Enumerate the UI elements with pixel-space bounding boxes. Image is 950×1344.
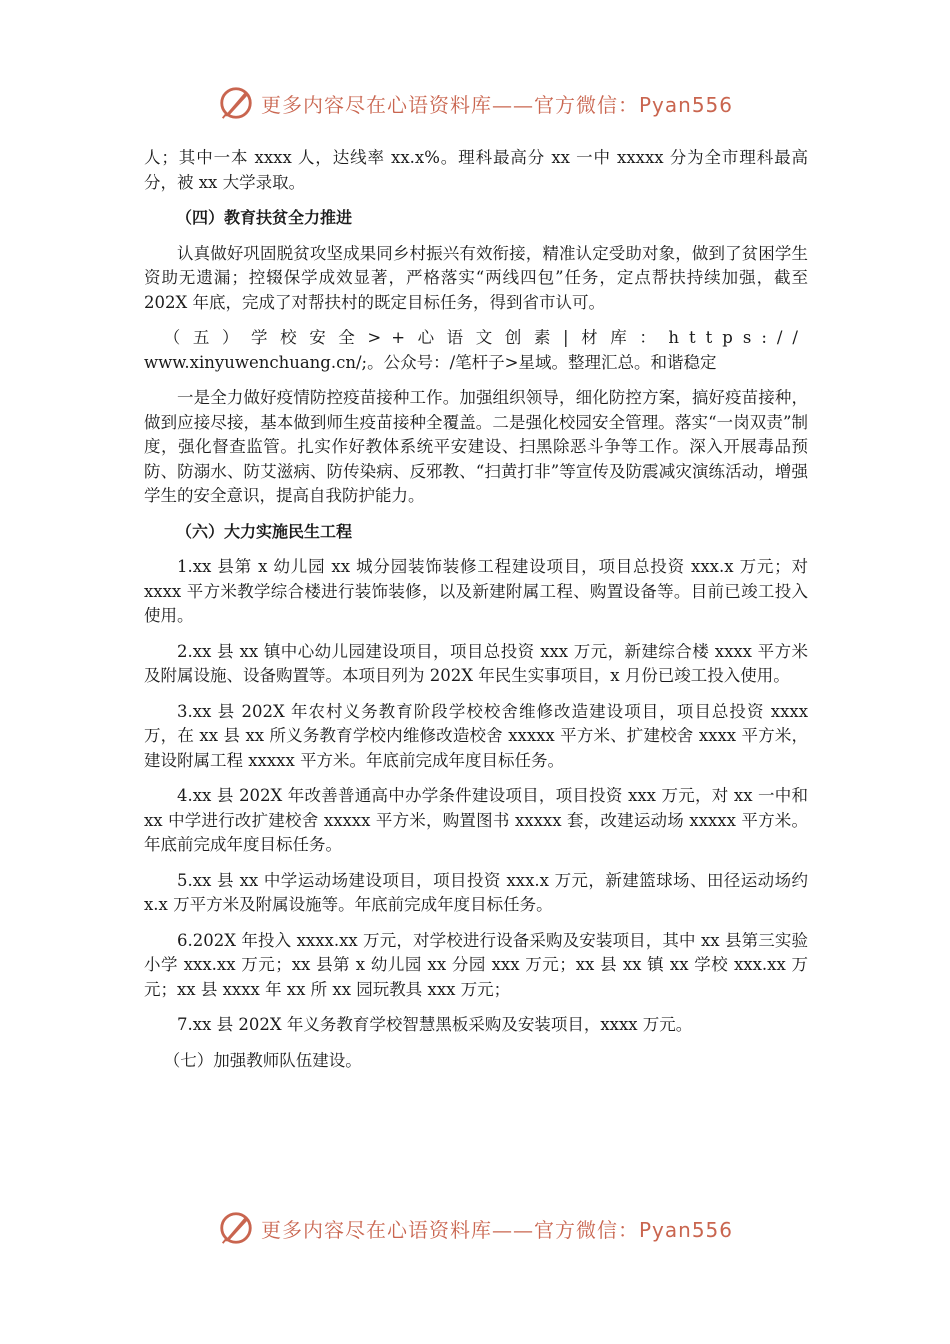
list-item: 1.xx 县第 x 幼儿园 xx 城分园装饰装修工程建设项目，项目总投资 xxx.x 万元；对 xxxx 平方米教学综合楼进行装饰装修，以及新建附属工程、购置设备等。目前已竣工投入使用。 xyxy=(144,557,808,625)
list-item: 6.202X 年投入 xxxx.xx 万元，对学校进行设备采购及安装项目，其中 xx 县第三实验小学 xxx.xx 万元；xx 县第 x 幼儿园 xx 分园 xxx 万元；xx 县 xx 镇 xx 学校 xxx.xx 万元；xx 县 xxxx 年 xx 所 xx 园玩教具 xxx 万元； xyxy=(144,930,808,999)
header-banner xyxy=(0,84,950,122)
list-item: 4.xx 县 202X 年改善普通高中办学条件建设项目，项目投资 xxx 万元，对 xx 一中和 xx 中学进行改扩建校舍 xxxxx 平方米，购置图书 xxxxx 套，改建运动场 xxxxx 平方米。年底前完成年度目标任务。 xyxy=(144,786,808,854)
section-heading-5: （五）学校安全>+心语文创素|材库：https:// xyxy=(163,328,808,347)
section-heading-7: （七）加强教师队伍建设。 xyxy=(163,1050,362,1070)
list-item: 7.xx 县 202X 年义务教育学校智慧黑板采购及安装项目，xxxx 万元。 xyxy=(177,1015,693,1034)
banner-text: 更多内容尽在心语资料库——官方微信：Pyan556 xyxy=(260,92,733,117)
section-heading-5-cont: www.xinyuwenchuang.cn/;。公众号：/笔杆子>星域。整理汇总。和谐稳定 xyxy=(144,352,717,372)
section-heading-4: （四）教育扶贫全力推进 xyxy=(176,208,353,227)
list-item: 3.xx 县 202X 年农村义务教育阶段学校校舍维修改造建设项目，项目总投资 xxxx 万，在 xx 县 xx 所义务教育学校内维修改造校舍 xxxxx 平方米、扩建校舍 xxxx 平方米，建设附属工程 xxxxx 平方米。年底前完成年度目标任务。 xyxy=(144,701,808,770)
footer-banner xyxy=(0,1209,950,1247)
document-body xyxy=(144,146,808,1073)
banner-text: 更多内容尽在心语资料库——官方微信：Pyan556 xyxy=(260,1217,733,1242)
paragraph: 认真做好巩固脱贫攻坚成果同乡村振兴有效衔接，精准认定受助对象，做到了贫困学生资助无遗漏；控辍保学成效显著，严格落实“两线四包”任务，定点帮扶持续加强，截至 202X 年底，完成了对帮扶村的既定目标任务，得到省市认可。 xyxy=(144,243,808,312)
section-heading-6: （六）大力实施民生工程 xyxy=(176,521,353,541)
list-item: 5.xx 县 xx 中学运动场建设项目，项目投资 xxx.x 万元，新建篮球场、田径运动场约 x.x 万平方米及附属设施等。年底前完成年度目标任务。 xyxy=(144,870,808,914)
list-item: 2.xx 县 xx 镇中心幼儿园建设项目，项目总投资 xxx 万元，新建综合楼 xxxx 平方米及附属设施、设备购置等。本项目列为 202X 年民生实事项目，x 月份已竣工投入使用。 xyxy=(144,641,808,685)
paragraph: 人；其中一本 xxxx 人，达线率 xx.x%。理科最高分 xx 一中 xxxxx 分为全市理科最高分，被 xx 大学录取。 xyxy=(144,148,808,192)
quill-logo-icon xyxy=(217,1209,255,1247)
quill-logo-icon xyxy=(217,84,255,122)
paragraph: 一是全力做好疫情防控疫苗接种工作。加强组织领导，细化防控方案，搞好疫苗接种，做到应接尽接，基本做到师生疫苗接种全覆盖。二是强化校园安全管理。落实“一岗双责”制度，强化督查监管。扎实作好教体系统平安建设、扫黑除恶斗争等工作。深入开展毒品预防、防溺水、防艾滋病、防传染病、反邪教、“扫黄打非”等宣传及防震减灾演练活动，增强学生的安全意识，提高自我防护能力。 xyxy=(144,388,808,505)
